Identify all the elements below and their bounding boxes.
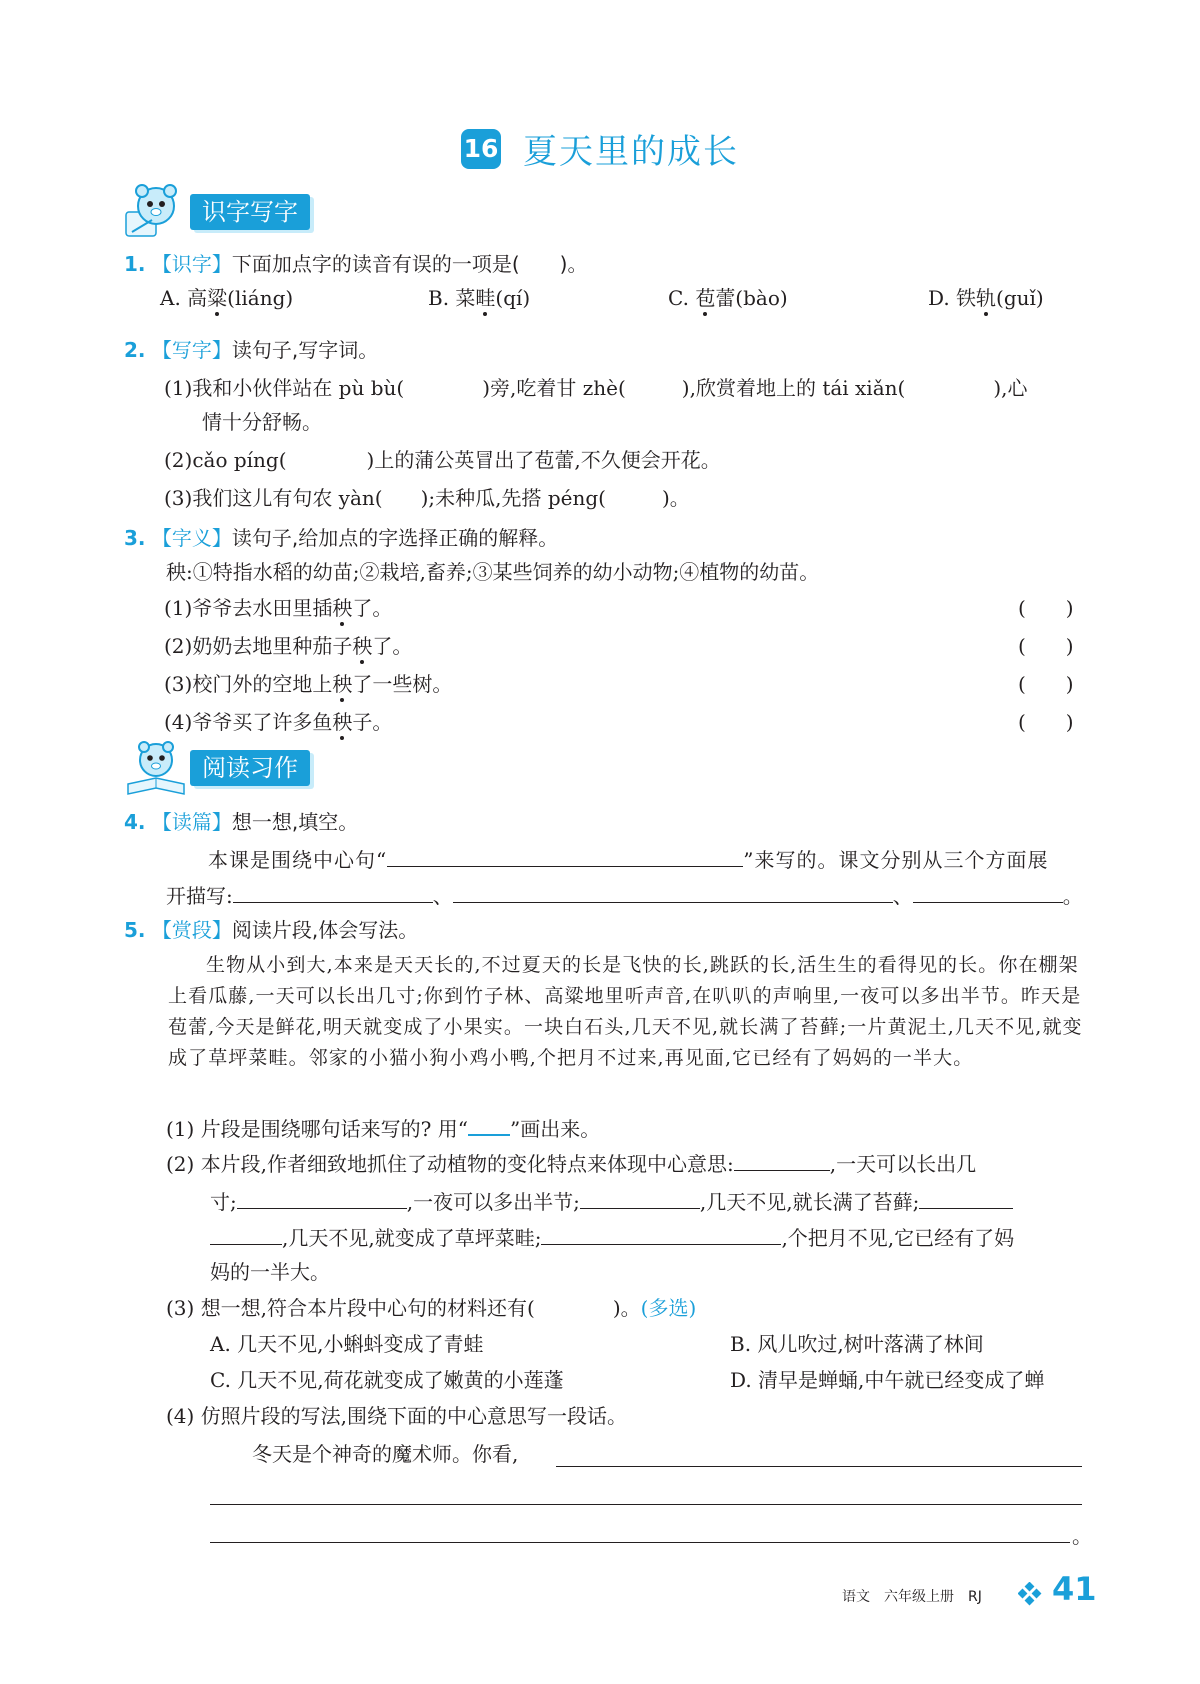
q2-line-1-cont: 情十分舒畅。 bbox=[202, 410, 322, 434]
q2-line-1: (1)我和小伙伴站在 pù bù( )旁,吃着甘 zhè( ),欣赏着地上的 tái xiǎn( ),心 bbox=[164, 376, 1028, 400]
question-5: 5. 【赏段】阅读片段,体会写法。 bbox=[124, 918, 419, 942]
diamond-ornament-icon bbox=[1018, 1582, 1042, 1606]
bear-mascot-icon bbox=[124, 182, 194, 242]
q5-sub-2-line-4: 妈的一半大。 bbox=[210, 1260, 330, 1284]
blank-aspect-1[interactable] bbox=[233, 880, 433, 903]
page-number: 41 bbox=[1052, 1570, 1097, 1608]
answer-box-4[interactable]: ( ) bbox=[1018, 710, 1074, 734]
question-2: 2. 【写字】读句子,写字词。 bbox=[124, 338, 379, 362]
writing-line-1[interactable] bbox=[556, 1466, 1082, 1467]
question-4: 4. 【读篇】想一想,填空。 bbox=[124, 810, 359, 834]
footer-subject: 语文 bbox=[842, 1589, 870, 1605]
footer-grade: 六年级上册 bbox=[884, 1589, 954, 1605]
q4-line-1: 本课是围绕中心句“ ”来写的。课文分别从三个方面展 bbox=[208, 844, 1048, 874]
section-banner-literacy bbox=[124, 182, 364, 242]
answer-box-3[interactable]: ( ) bbox=[1018, 672, 1074, 696]
q3-item-1: (1)爷爷去水田里插秧了。 bbox=[164, 596, 393, 620]
question-tag: 【识字】 bbox=[151, 252, 232, 276]
answer-box-1[interactable]: ( ) bbox=[1018, 596, 1074, 620]
section-label: 阅读习作 bbox=[190, 750, 310, 786]
lesson-title: 夏天里的成长 bbox=[523, 132, 739, 172]
q1-option-b: B. 菜畦(qí) bbox=[428, 286, 531, 310]
q5-sub-2: (2) 本片段,作者细致地抓住了动植物的变化特点来体现中心意思: ,一天可以长出几 bbox=[166, 1148, 976, 1178]
wavy-line-sample bbox=[468, 1112, 510, 1136]
q5-sub-1: (1) 片段是围绕哪句话来写的? 用“ ”画出来。 bbox=[166, 1112, 600, 1143]
section-banner-reading bbox=[124, 738, 364, 798]
question-3: 3. 【字义】读句子,给加点的字选择正确的解释。 bbox=[124, 526, 559, 550]
q5-option-a: A. 几天不见,小蝌蚪变成了青蛙 bbox=[210, 1332, 484, 1356]
blank-s2-4b[interactable] bbox=[210, 1222, 282, 1245]
q1-option-c: C. 苞蕾(bào) bbox=[668, 286, 788, 310]
q5-option-b: B. 风儿吹过,树叶落满了林间 bbox=[730, 1332, 984, 1356]
blank-s2-3[interactable] bbox=[580, 1186, 700, 1209]
blank-s2-5[interactable] bbox=[541, 1222, 781, 1245]
bear-reading-mascot-icon bbox=[124, 738, 194, 798]
q2-line-2: (2)cǎo píng( )上的蒲公英冒出了苞蕾,不久便会开花。 bbox=[164, 448, 721, 472]
q5-option-c: C. 几天不见,荷花就变成了嫩黄的小莲蓬 bbox=[210, 1368, 564, 1392]
page-footer bbox=[842, 1586, 996, 1606]
footer-edition: RJ bbox=[968, 1589, 982, 1605]
question-text: 下面加点字的读音有误的一项是( )。 bbox=[231, 252, 588, 276]
q5-option-d: D. 清早是蝉蛹,中午就已经变成了蝉 bbox=[730, 1368, 1045, 1392]
answer-box-2[interactable]: ( ) bbox=[1018, 634, 1074, 658]
question-number: 1. bbox=[124, 252, 146, 276]
blank-s2-4a[interactable] bbox=[919, 1186, 1013, 1209]
q5-sub-4: (4) 仿照片段的写法,围绕下面的中心意思写一段话。 bbox=[166, 1404, 628, 1428]
lesson-number-badge: 16 bbox=[461, 129, 501, 169]
writing-end-mark: 。 bbox=[1072, 1524, 1092, 1548]
q5-sub-3: (3) 想一想,符合本片段中心句的材料还有( )。(多选) bbox=[166, 1296, 697, 1320]
blank-s2-1[interactable] bbox=[734, 1148, 830, 1171]
q3-item-2: (2)奶奶去地里种茄子秧了。 bbox=[164, 634, 413, 658]
q1-option-d: D. 铁轨(guǐ) bbox=[928, 286, 1044, 310]
lesson-header bbox=[0, 124, 1200, 173]
q3-definition: 秧:①特指水稻的幼苗;②栽培,畜养;③某些饲养的幼小动物;④植物的幼苗。 bbox=[166, 560, 820, 584]
blank-central-sentence[interactable] bbox=[387, 844, 743, 867]
writing-line-3[interactable] bbox=[210, 1542, 1070, 1543]
blank-s2-2[interactable] bbox=[237, 1186, 407, 1209]
q3-item-4: (4)爷爷买了许多鱼秧子。 bbox=[164, 710, 393, 734]
q2-line-3: (3)我们这儿有句农 yàn( );未种瓜,先搭 péng( )。 bbox=[164, 486, 690, 510]
section-label: 识字写字 bbox=[190, 194, 310, 230]
q5-sub-2-line-3: ,几天不见,就变成了草坪菜畦; ,个把月不见,它已经有了妈 bbox=[210, 1222, 1014, 1252]
blank-aspect-2[interactable] bbox=[453, 880, 893, 903]
q3-item-3: (3)校门外的空地上秧了一些树。 bbox=[164, 672, 453, 696]
q5-writing-prompt: 冬天是个神奇的魔术师。你看, bbox=[252, 1442, 519, 1466]
writing-line-2[interactable] bbox=[210, 1504, 1082, 1505]
reading-passage: 生物从小到大,本来是天天长的,不过夏天的长是飞快的长,跳跃的长,活生生的看得见的长。你在棚架上看瓜藤,一天可以长出几寸;你到竹子林、高粱地里听声音,在叭叭的声响里,一夜可以多出半节。昨天是苞蕾,今天是鲜花,明天就变成了小果实。一块白石头,几天不见,就长满了苔藓;一片黄泥土,几天不见,就变成了草坪菜畦。邻家的小猫小狗小鸡小鸭,个把月不过来,再见面,它已经有了妈妈的一半大。 bbox=[168, 954, 1083, 1069]
question-1 bbox=[124, 250, 587, 278]
blank-aspect-3[interactable] bbox=[913, 880, 1063, 903]
q1-option-a: A. 高粱(liáng) bbox=[160, 286, 294, 310]
q5-sub-2-line-2: 寸; ,一夜可以多出半节; ,几天不见,就长满了苔藓; bbox=[210, 1186, 1013, 1216]
q4-line-2: 开描写: 、 、 。 bbox=[166, 880, 1083, 910]
